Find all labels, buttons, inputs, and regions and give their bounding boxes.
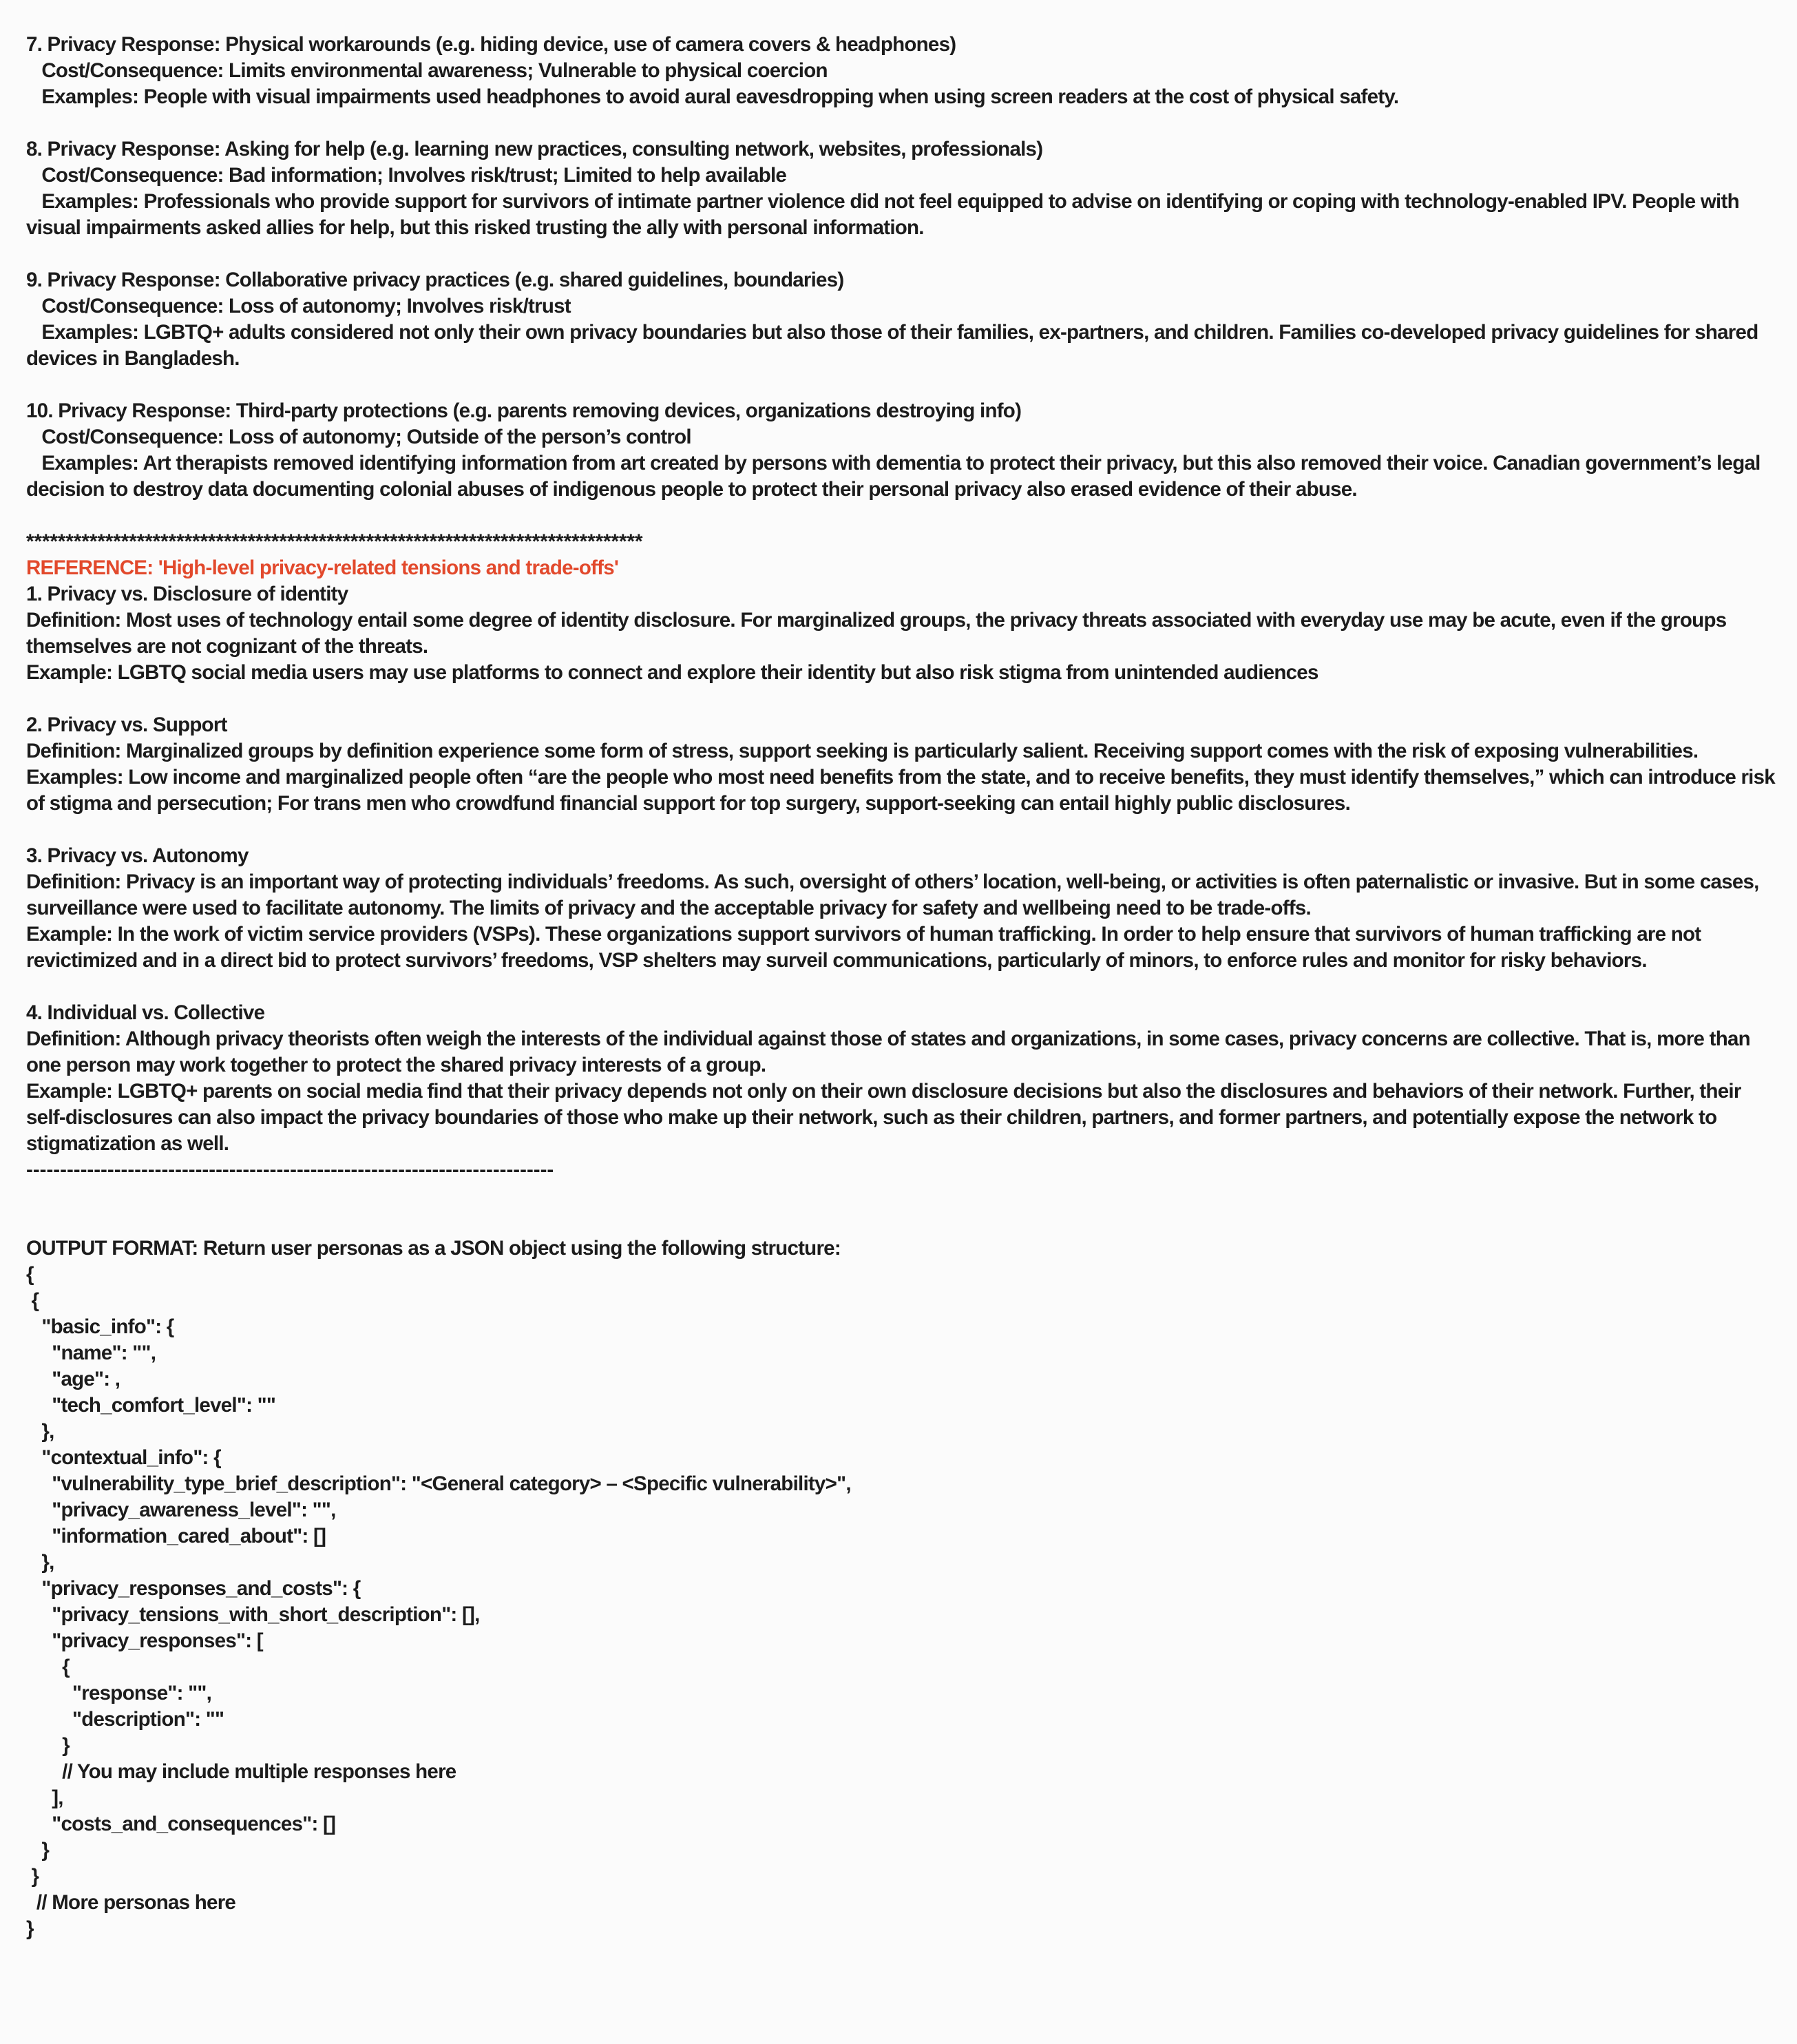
tension-4	[26, 1000, 1775, 1157]
json-line: }	[26, 1839, 50, 1862]
separator-stars: ******************************************************************************	[26, 530, 643, 553]
json-line: "privacy_awareness_level": "",	[26, 1499, 336, 1521]
privacy-response-8	[26, 136, 1775, 241]
json-line: "description": ""	[26, 1708, 224, 1731]
privacy-response-10	[26, 398, 1775, 503]
json-line: },	[26, 1420, 54, 1443]
json-line: "tech_comfort_level": ""	[26, 1394, 276, 1417]
json-line: // You may include multiple responses here	[26, 1760, 456, 1783]
response-title: 8. Privacy Response: Asking for help (e.g. learning new practices, consulting network, websites, professionals)	[26, 138, 1043, 160]
response-cost: Cost/Consequence: Loss of autonomy; Outside of the person’s control	[26, 426, 691, 448]
response-title: 7. Privacy Response: Physical workarounds (e.g. hiding device, use of camera covers & headphones)	[26, 33, 956, 56]
json-line: "age": ,	[26, 1368, 120, 1390]
tension-title: 1. Privacy vs. Disclosure of identity	[26, 583, 348, 605]
tension-1	[26, 581, 1775, 686]
json-line: }	[26, 1734, 70, 1757]
response-examples: Examples: Professionals who provide support for survivors of intimate partner violence did not feel equipped to advise on identifying or coping with technology-enabled IPV. People with visual impairments asked allies for help, but this risked trusting the ally with personal information.	[26, 190, 1745, 239]
json-line: "basic_info": {	[26, 1315, 174, 1338]
json-line: "information_cared_about": []	[26, 1525, 326, 1547]
json-line: "privacy_responses": [	[26, 1629, 263, 1652]
response-cost: Cost/Consequence: Bad information; Involves risk/trust; Limited to help available	[26, 164, 787, 187]
tension-example: Example: LGBTQ+ parents on social media find that their privacy depends not only on their own disclosure decisions but also the disclosures and behaviors of their network. Further, their self-disclosures can also impact the privacy boundaries of those who make up their network, such as their children, partners, and former partners, and potentially expose the network to stigmatization as well.	[26, 1080, 1747, 1155]
tension-3	[26, 843, 1775, 974]
json-line: {	[26, 1656, 70, 1678]
tension-title: 4. Individual vs. Collective	[26, 1001, 265, 1024]
tension-example: Example: In the work of victim service providers (VSPs). These organizations support survivors of human trafficking. In order to help ensure that survivors of human trafficking are not revictimized and in a direct bid to protect survivors’ freedoms, VSP shelters may surveil communications, particularly of minors, to enforce rules and monitor for risky behaviors.	[26, 923, 1706, 972]
tension-title: 2. Privacy vs. Support	[26, 713, 227, 736]
tension-example: Examples: Low income and marginalized people often “are the people who most need benefits from the state, and to receive benefits, they must identify themselves,” which can introduce risk of stigma and persecution; For trans men who crowdfund financial support for top surgery, support-seeking can entail highly public disclosures.	[26, 766, 1780, 815]
json-line: "vulnerability_type_brief_description": "<General category> – <Specific vulnerability>",	[26, 1472, 851, 1495]
tension-definition: Definition: Privacy is an important way of protecting individuals’ freedoms. As such, oversight of others’ location, well-being, or activities is often paternalistic or invasive. But in some cases, surveillance were used to facilitate autonomy. The limits of privacy and the acceptable privacy for safety and wellbeing need to be trade-offs.	[26, 870, 1765, 919]
tension-definition: Definition: Most uses of technology entail some degree of identity disclosure. For marginalized groups, the privacy threats associated with everyday use may be acute, even if the groups themselves are not cognizant of the threats.	[26, 609, 1732, 658]
json-line: {	[26, 1263, 34, 1286]
document-body	[26, 32, 1780, 1942]
json-line: // More personas here	[26, 1891, 236, 1914]
tension-title: 3. Privacy vs. Autonomy	[26, 844, 249, 867]
response-title: 9. Privacy Response: Collaborative privacy practices (e.g. shared guidelines, boundaries)	[26, 269, 844, 291]
output-format-heading: OUTPUT FORMAT: Return user personas as a JSON object using the following structure:	[26, 1237, 841, 1260]
tension-2	[26, 712, 1780, 817]
response-examples: Examples: People with visual impairments used headphones to avoid aural eavesdropping when using screen readers at the cost of physical safety.	[26, 85, 1399, 108]
response-cost: Cost/Consequence: Limits environmental awareness; Vulnerable to physical coercion	[26, 59, 828, 82]
privacy-response-7	[26, 32, 1775, 110]
json-line: },	[26, 1551, 54, 1574]
json-line: {	[26, 1289, 39, 1312]
tension-definition: Definition: Although privacy theorists often weigh the interests of the individual against those of states and organizations, in some cases, privacy concerns are collective. That is, more than one person may work together to protect the shared privacy interests of a group.	[26, 1028, 1756, 1076]
json-line: }	[26, 1917, 34, 1940]
json-line: "costs_and_consequences": []	[26, 1813, 336, 1835]
tension-definition: Definition: Marginalized groups by definition experience some form of stress, support seeking is particularly salient. Receiving support comes with the risk of exposing vulnerabilities.	[26, 740, 1699, 762]
response-examples: Examples: LGBTQ+ adults considered not only their own privacy boundaries but also those of their families, ex-partners, and children. Families co-developed privacy guidelines for shared devices in Bangladesh.	[26, 321, 1763, 370]
json-line: "response": "",	[26, 1682, 212, 1704]
json-line: ],	[26, 1786, 63, 1809]
json-line: }	[26, 1865, 39, 1888]
json-template	[26, 1262, 1775, 1942]
response-cost: Cost/Consequence: Loss of autonomy; Involves risk/trust	[26, 295, 571, 317]
tension-example: Example: LGBTQ social media users may use platforms to connect and explore their identity but also risk stigma from unintended audiences	[26, 661, 1318, 684]
json-line: "name": "",	[26, 1342, 156, 1364]
response-examples: Examples: Art therapists removed identifying information from art created by persons with dementia to protect their privacy, but this also removed their voice. Canadian government’s legal decision to destroy data documenting colonial abuses of indigenous people to protect their personal privacy also erased evidence of their abuse.	[26, 452, 1766, 501]
separator-dashes: ------------------------------------------------------------------------------	[26, 1158, 554, 1181]
reference-heading: REFERENCE: 'High-level privacy-related tensions and trade-offs'	[26, 556, 619, 579]
json-line: "contextual_info": {	[26, 1446, 221, 1469]
json-line: "privacy_tensions_with_short_description": [],	[26, 1603, 480, 1626]
response-title: 10. Privacy Response: Third-party protections (e.g. parents removing devices, organizations destroying info)	[26, 399, 1022, 422]
json-line: "privacy_responses_and_costs": {	[26, 1577, 361, 1600]
privacy-response-9	[26, 267, 1775, 372]
